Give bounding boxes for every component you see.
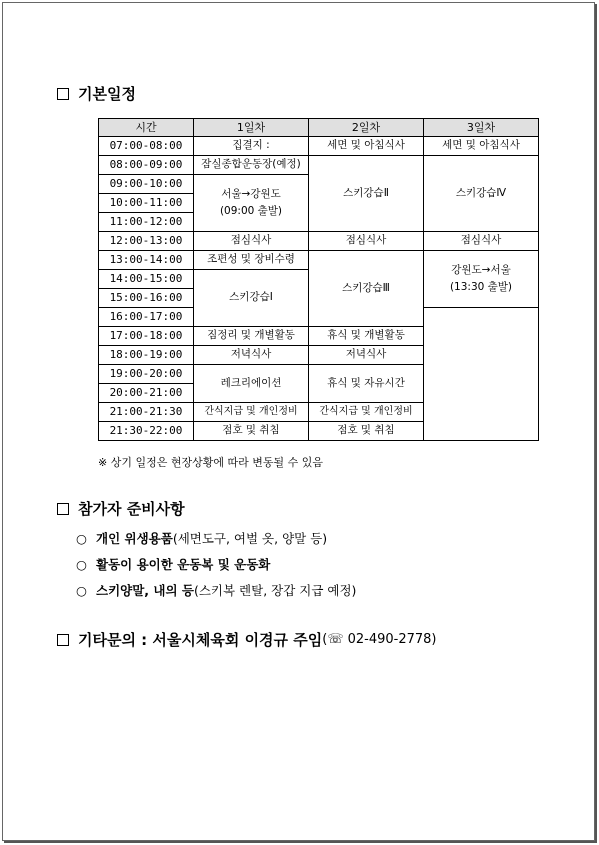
cell-line: 강원도→서울 [451,263,511,276]
table-row [99,232,539,251]
time-cell: 18:00-19:00 [99,346,194,365]
day3-empty-cell [424,308,539,441]
time-cell: 09:00-10:00 [99,175,194,194]
time-cell: 07:00-08:00 [99,137,194,156]
day1-cell: 간식지급 및 개인정비 [194,403,309,422]
time-cell: 08:00-09:00 [99,156,194,175]
day2-cell: 점호 및 취침 [309,422,424,441]
header-day2: 2일차 [309,119,424,137]
schedule-note: ※ 상기 일정은 현장상황에 따라 변동될 수 있음 [98,456,323,469]
time-cell: 16:00-17:00 [99,308,194,327]
time-cell: 14:00-15:00 [99,270,194,289]
item-text: (스키복 렌탈, 장갑 지급 예정) [193,583,357,598]
day1-cell: 집결지 : [194,137,309,156]
phone-icon: ☏ [327,632,344,647]
day2-cell: 스키강습Ⅲ [309,251,424,327]
table-header-row [99,119,539,137]
document-page [2,2,595,841]
day1-cell: 짐정리 및 개별활동 [194,327,309,346]
header-time: 시간 [99,119,194,137]
phone-close-paren: ) [431,632,437,647]
day2-cell: 저녁식사 [309,346,424,365]
header-day3: 3일차 [424,119,539,137]
day1-cell [194,175,309,232]
time-cell: 21:30-22:00 [99,422,194,441]
day1-cell: 잠실종합운동장(예정) [194,156,309,175]
checkbox-square-icon [57,634,69,646]
table-row [99,156,539,175]
section-prep-heading [57,498,185,519]
day2-cell: 점심식사 [309,232,424,251]
time-cell: 12:00-13:00 [99,232,194,251]
day1-cell: 저녁식사 [194,346,309,365]
schedule-table [98,118,539,441]
list-item [76,581,356,599]
circle-bullet-icon: ○ [76,531,87,546]
day2-cell: 스키강습Ⅱ [309,156,424,232]
header-day1: 1일차 [194,119,309,137]
day2-cell: 휴식 및 개별활동 [309,327,424,346]
item-text: (세면도구, 여벌 옷, 양말 등) [172,531,328,546]
time-cell: 21:00-21:30 [99,403,194,422]
phone-number: 02-490-2778 [347,632,432,647]
table-row [99,137,539,156]
time-cell: 19:00-20:00 [99,365,194,384]
day1-cell: 조편성 및 장비수령 [194,251,309,270]
checkbox-square-icon [57,88,69,100]
day3-cell: 점심식사 [424,232,539,251]
time-cell: 13:00-14:00 [99,251,194,270]
phone-open-paren: ( [322,632,328,647]
item-bold-text: 활동이 용이한 운동복 및 운동화 [96,557,271,572]
circle-bullet-icon: ○ [76,583,87,598]
time-cell: 15:00-16:00 [99,289,194,308]
cell-line: (13:30 출발) [449,281,513,293]
item-bold-text: 개인 위생용품 [96,531,173,546]
list-item [76,555,270,573]
section-title: 기타문의 : 서울시체육회 이경규 주임 [78,631,323,649]
day1-cell: 점호 및 취침 [194,422,309,441]
time-cell: 17:00-18:00 [99,327,194,346]
checkbox-square-icon [57,503,69,515]
day1-cell: 스키강습Ⅰ [194,270,309,327]
list-item [76,529,327,547]
time-cell: 11:00-12:00 [99,213,194,232]
table-row [99,251,539,270]
section-title: 기본일정 [78,85,136,103]
time-cell: 20:00-21:00 [99,384,194,403]
cell-line: 서울→강원도 [221,187,281,200]
day3-cell: 스키강습Ⅳ [424,156,539,232]
item-bold-text: 스키양말, 내의 등 [96,583,194,598]
cell-line: (09:00 출발) [219,205,283,217]
time-cell: 10:00-11:00 [99,194,194,213]
day2-cell: 세면 및 아침식사 [309,137,424,156]
day2-cell: 휴식 및 자유시간 [309,365,424,403]
day1-cell: 레크리에이션 [194,365,309,403]
section-basic-schedule-heading [57,83,136,104]
day3-cell [424,251,539,308]
day1-cell: 점심식사 [194,232,309,251]
section-contact-heading [57,629,437,650]
day2-cell: 간식지급 및 개인정비 [309,403,424,422]
section-title: 참가자 준비사항 [78,500,185,518]
day3-cell: 세면 및 아침식사 [424,137,539,156]
circle-bullet-icon: ○ [76,557,87,572]
